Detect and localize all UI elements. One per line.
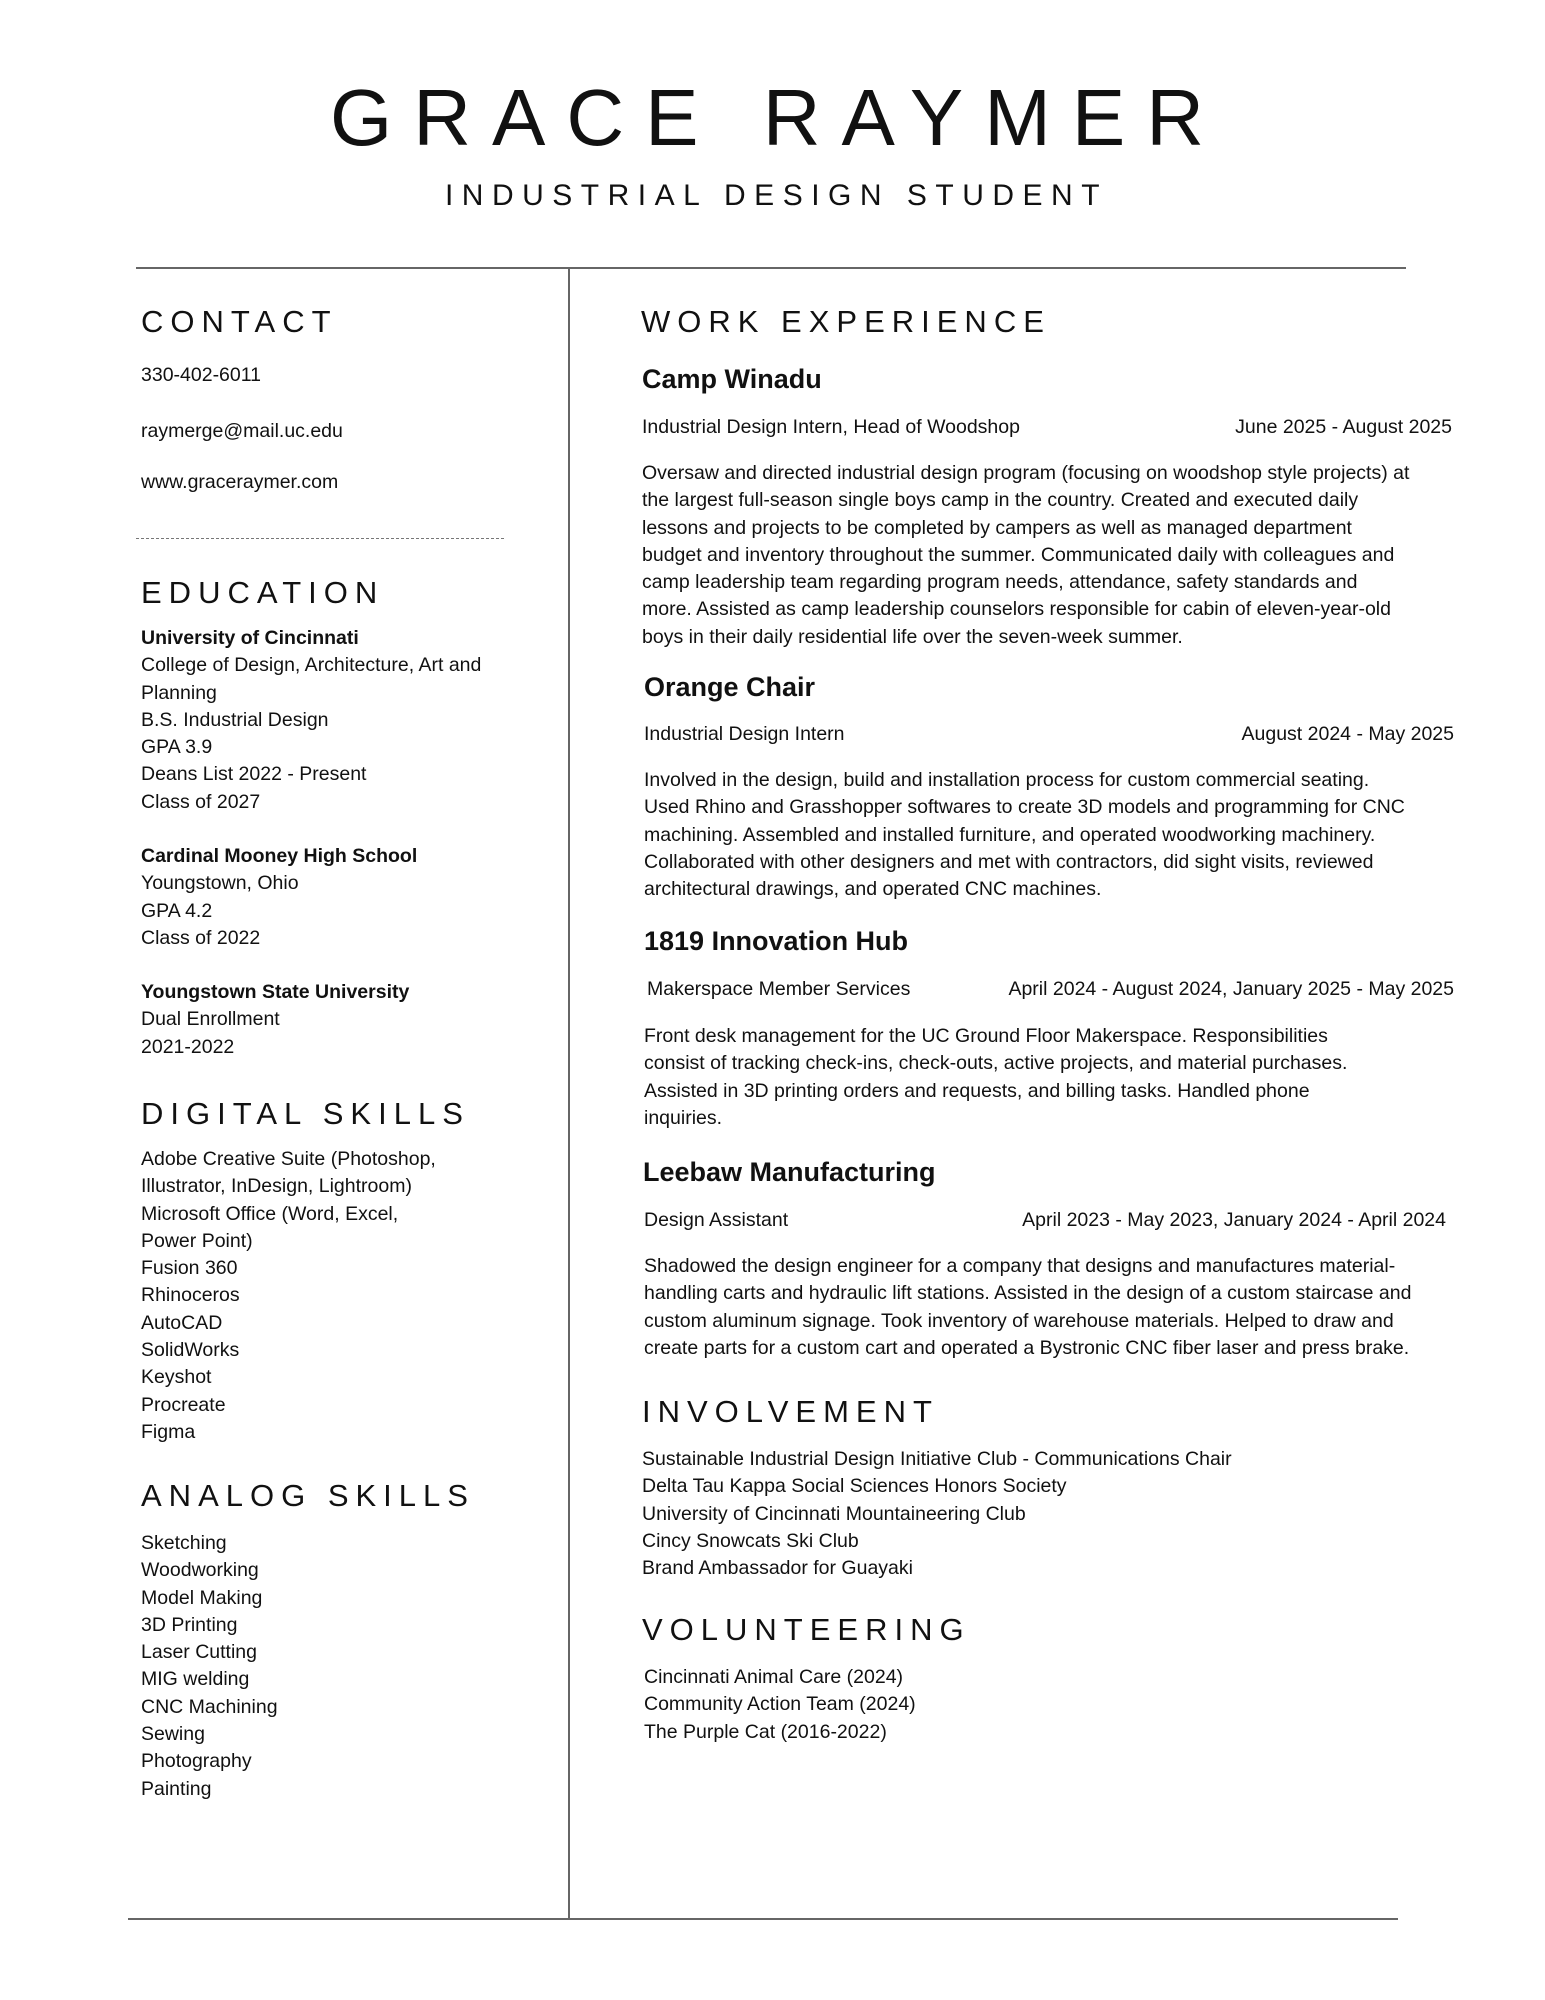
- digital-skills-list: [141, 1146, 436, 1446]
- skill-item: AutoCAD: [141, 1311, 223, 1334]
- skill-item: Microsoft Office (Word, Excel,: [141, 1202, 399, 1225]
- skill-item: Adobe Creative Suite (Photoshop,: [141, 1148, 436, 1170]
- job-company: Camp Winadu: [642, 364, 822, 394]
- column-divider: [568, 267, 570, 1920]
- job-desc-line: budget and inventory throughout the summer. Communicated daily with colleagues and: [642, 543, 1395, 566]
- job-desc-line: machining. Assembled and installed furniture, and operated woodworking machinery.: [644, 823, 1376, 846]
- skill-item: Model Making: [141, 1586, 263, 1609]
- school-detail: GPA 3.9: [141, 736, 213, 759]
- involvement-item: Cincy Snowcats Ski Club: [642, 1529, 859, 1552]
- job-dates: June 2025 - August 2025: [1235, 416, 1452, 438]
- involvement-heading: INVOLVEMENT: [642, 1394, 939, 1429]
- education-heading: EDUCATION: [141, 575, 385, 610]
- job-desc-line: Assisted in 3D printing orders and requests, and billing tasks. Handled phone: [644, 1079, 1310, 1102]
- involvement-item: Sustainable Industrial Design Initiative Club - Communications Chair: [642, 1448, 1232, 1470]
- job-company: Leebaw Manufacturing: [643, 1157, 936, 1187]
- job-desc-line: create parts for a custom cart and operated a Bystronic CNC fiber laser and press brake.: [644, 1336, 1410, 1359]
- school-detail: Planning: [141, 681, 217, 704]
- skill-item: Procreate: [141, 1393, 226, 1416]
- school-detail: Youngstown, Ohio: [141, 872, 299, 895]
- job-desc-line: Used Rhino and Grasshopper softwares to create 3D models and programming for CNC: [644, 796, 1405, 819]
- job-role-row: [642, 414, 1452, 441]
- volunteering-item: The Purple Cat (2016-2022): [644, 1720, 887, 1743]
- volunteering-list: [644, 1664, 916, 1746]
- skill-item: Photography: [141, 1750, 252, 1773]
- job-dates: April 2024 - August 2024, January 2025 - May 2025: [1008, 978, 1454, 1000]
- job-desc-line: camp leadership team regarding program needs, attendance, safety standards and: [642, 571, 1358, 594]
- job-desc-line: Involved in the design, build and installation process for custom commercial seating.: [644, 769, 1370, 791]
- job-desc-line: more. Assisted as camp leadership counselors responsible for cabin of eleven-year-old: [642, 598, 1391, 621]
- job-company: Orange Chair: [644, 672, 816, 702]
- skill-item: Power Point): [141, 1229, 253, 1252]
- contact-email[interactable]: raymerge@mail.uc.edu: [141, 420, 343, 442]
- involvement-list: [642, 1446, 1232, 1582]
- job-desc-line: consist of tracking check-ins, check-outs, active projects, and material purchases.: [644, 1052, 1348, 1075]
- skill-item: Sketching: [141, 1532, 227, 1554]
- skill-item: Painting: [141, 1777, 212, 1800]
- involvement-item: Brand Ambassador for Guayaki: [642, 1557, 913, 1580]
- job-desc-line: handling carts and hydraulic lift stations. Assisted in the design of a custom staircase and: [644, 1282, 1412, 1305]
- volunteering-item: Community Action Team (2024): [644, 1693, 916, 1716]
- job-role: Makerspace Member Services: [647, 978, 911, 1000]
- job-desc-line: boys in their daily residential life over the seven-week summer.: [642, 625, 1183, 648]
- skill-item: Rhinoceros: [141, 1284, 240, 1307]
- involvement-item: University of Cincinnati Mountaineering Club: [642, 1502, 1026, 1525]
- education-school: [141, 843, 417, 952]
- school-detail: GPA 4.2: [141, 899, 213, 922]
- job-desc-line: architectural drawings, and operated CNC machines.: [644, 878, 1102, 901]
- involvement-item: Delta Tau Kappa Social Sciences Honors Society: [642, 1475, 1067, 1498]
- job-role: Design Assistant: [644, 1209, 789, 1231]
- contact-dashed-divider: [136, 538, 504, 539]
- top-divider: [136, 267, 1406, 269]
- education-school: [141, 625, 481, 816]
- skill-item: CNC Machining: [141, 1695, 278, 1718]
- bottom-divider: [128, 1918, 1398, 1920]
- job-role-row: [644, 1207, 1446, 1234]
- contact-phone: 330-402-6011: [141, 364, 261, 386]
- job-dates: August 2024 - May 2025: [1241, 723, 1454, 745]
- analog-skills-list: [141, 1530, 278, 1803]
- job-desc-line: lessons and projects to be completed by campers as well as managed department: [642, 516, 1352, 539]
- job-desc-line: Collaborated with other designers and met with contractors, did sight visits, reviewed: [644, 850, 1374, 873]
- school-name: University of Cincinnati: [141, 627, 359, 649]
- job-description: [644, 767, 1405, 903]
- skill-item: Figma: [141, 1420, 196, 1443]
- volunteering-item: Cincinnati Animal Care (2024): [644, 1666, 904, 1688]
- skill-item: 3D Printing: [141, 1613, 238, 1636]
- skill-item: SolidWorks: [141, 1339, 240, 1362]
- school-detail: Class of 2022: [141, 926, 261, 949]
- skill-item: Illustrator, InDesign, Lightroom): [141, 1175, 412, 1198]
- contact-heading: CONTACT: [141, 304, 338, 339]
- resume-subtitle: INDUSTRIAL DESIGN STUDENT: [444, 179, 1109, 212]
- job-description: [644, 1253, 1411, 1362]
- job-desc-line: Shadowed the design engineer for a company that designs and manufactures material-: [644, 1255, 1396, 1277]
- skill-item: Keyshot: [141, 1366, 212, 1389]
- school-detail: Deans List 2022 - Present: [141, 763, 367, 786]
- job-dates: April 2023 - May 2023, January 2024 - April 2024: [1022, 1209, 1446, 1231]
- skill-item: Laser Cutting: [141, 1641, 257, 1664]
- school-detail: Dual Enrollment: [141, 1008, 280, 1031]
- analog-skills-heading: ANALOG SKILLS: [141, 1478, 475, 1513]
- job-desc-line: the largest full-season single boys camp in the country. Created and executed daily: [642, 489, 1359, 512]
- job-desc-line: Oversaw and directed industrial design program (focusing on woodshop style projects) at: [642, 462, 1410, 484]
- job-role: Industrial Design Intern: [644, 723, 845, 745]
- skill-item: MIG welding: [141, 1668, 250, 1691]
- volunteering-heading: VOLUNTEERING: [642, 1612, 971, 1647]
- skill-item: Sewing: [141, 1723, 205, 1746]
- job-desc-line: inquiries.: [644, 1106, 723, 1129]
- school-detail: Class of 2027: [141, 790, 261, 813]
- education-school: [141, 979, 409, 1061]
- skill-item: Fusion 360: [141, 1257, 238, 1280]
- resume-name: GRACE RAYMER: [329, 73, 1226, 162]
- school-detail: College of Design, Architecture, Art and: [141, 654, 482, 677]
- job-role-row: [647, 976, 1454, 1003]
- job-description: [642, 460, 1409, 651]
- job-role-row: [644, 721, 1454, 748]
- job-company: 1819 Innovation Hub: [644, 926, 909, 956]
- work-experience-heading: WORK EXPERIENCE: [641, 304, 1051, 339]
- skill-item: Woodworking: [141, 1559, 259, 1582]
- job-desc-line: Front desk management for the UC Ground Floor Makerspace. Responsibilities: [644, 1025, 1328, 1047]
- school-detail: 2021-2022: [141, 1035, 235, 1058]
- job-description: [644, 1023, 1347, 1132]
- school-detail: B.S. Industrial Design: [141, 708, 329, 731]
- school-name: Cardinal Mooney High School: [141, 845, 418, 867]
- job-role: Industrial Design Intern, Head of Woodshop: [642, 416, 1020, 438]
- job-desc-line: custom aluminum signage. Took inventory of warehouse materials. Helped to draw and: [644, 1309, 1394, 1332]
- digital-skills-heading: DIGITAL SKILLS: [141, 1096, 470, 1131]
- contact-website[interactable]: www.graceraymer.com: [141, 471, 339, 493]
- school-name: Youngstown State University: [141, 981, 410, 1003]
